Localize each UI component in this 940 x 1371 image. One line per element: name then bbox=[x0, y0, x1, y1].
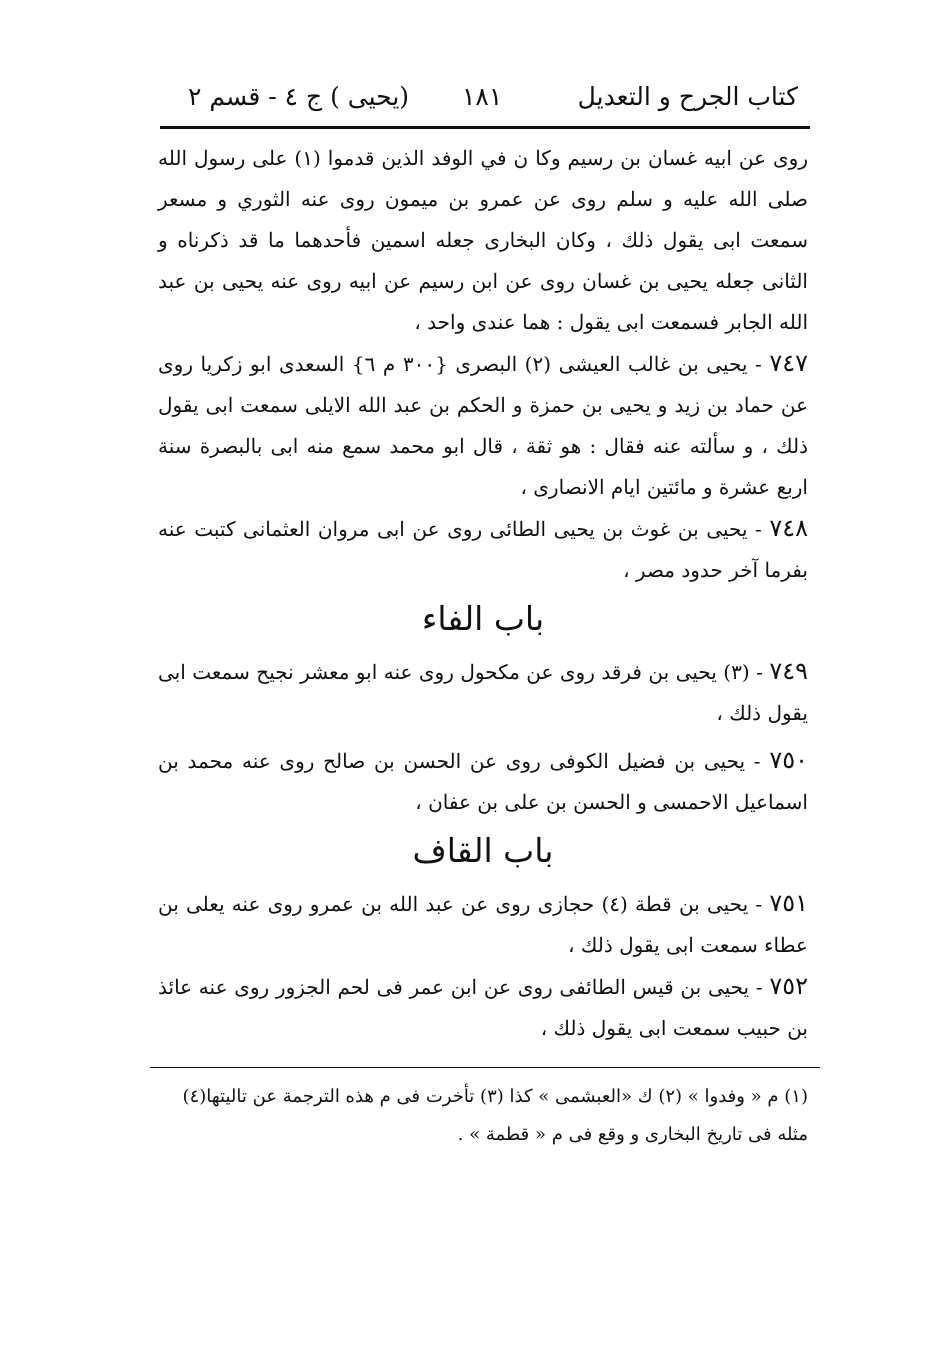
entry-text: يحيى بن فضيل الكوفى روى عن الحسن بن صالح روى عنه محمد بن اسماعيل الاحمسى و الحسن بن على بن عفان ، bbox=[158, 749, 808, 814]
entry-750: ٧٥٠ - يحيى بن فضيل الكوفى روى عن الحسن بن صالح روى عنه محمد بن اسماعيل الاحمسى و الحسن بن على بن عفان ، bbox=[158, 746, 808, 814]
header-rule bbox=[160, 126, 810, 129]
entry-number: ٧٥٢ bbox=[769, 972, 808, 1000]
book-title: كتاب الجرح و التعديل bbox=[577, 82, 798, 111]
entry-text: يحيى بن غالب العيشى (٢) البصرى {٣٠٠ م ٦} السعدى ابو زكريا روى عن حماد بن زيد و يحيى بن حمزة و الحكم بن عبد الله الايلى سمعت ابى يقول ذلك ، و سألته عنه فقال : هو ثقة ، قال ابو محمد سمع منه ابى بالبصرة سنة اربع عشرة و مائتين ايام الانصارى ، bbox=[158, 352, 808, 499]
entry-text: (٣) يحيى بن فرقد روى عن مكحول روى عنه ابو معشر نجيح سمعت ابى يقول ذلك ، bbox=[158, 660, 808, 725]
entry-751: ٧٥١ - يحيى بن قطة (٤) حجازى روى عن عبد الله بن عمرو روى عنه يعلى بن عطاء سمعت ابى يقول ذلك ، bbox=[158, 889, 808, 957]
book-page bbox=[150, 70, 820, 1154]
section-label: (يحيى ) ج ٤ - قسم ٢ bbox=[188, 82, 410, 111]
entry-number: ٧٤٨ bbox=[769, 514, 809, 542]
page-number: ١٨١ bbox=[462, 82, 503, 111]
entries-group-a bbox=[158, 343, 808, 591]
entry-749: ٧٤٩ - (٣) يحيى بن فرقد روى عن مكحول روى عنه ابو معشر نجيح سمعت ابى يقول ذلك ، bbox=[158, 657, 808, 725]
entry-752: ٧٥٢ - يحيى بن قيس الطائفى روى عن ابن عمر فى لحم الجزور روى عنه عائذ بن حبيب سمعت ابى يقول ذلك ، bbox=[158, 972, 808, 1040]
entries-group-b bbox=[158, 651, 808, 823]
entry-number: ٧٤٧ bbox=[769, 349, 809, 377]
continuation-paragraph: روى عن ابيه غسان بن رسيم وكا ن في الوفد الذين قدموا (١) على رسول الله صلى الله عليه و سلم روى عن عمرو بن ميمون روى عنه الثوري و مسعر سمعت ابى يقول ذلك ، وكان البخارى جعله اسمين فأحدهما ما قد ذكرناه و الثانى جعله يحيى بن غسان روى عن ابن رسيم عن ابيه روى عنه يحيى بن عبد الله الجابر فسمعت ابى يقول : هما عندى واحد ، bbox=[158, 146, 809, 334]
running-head bbox=[150, 70, 820, 126]
entry-number: ٧٤٩ bbox=[769, 657, 808, 685]
entry-748: ٧٤٨ - يحيى بن غوث بن يحيى الطائى روى عن ابى مروان العثمانى كتبت عنه بفرما آخر حدود مصر ، bbox=[158, 514, 809, 582]
entry-number: ٧٥٠ bbox=[769, 746, 808, 774]
entry-747: ٧٤٧ - يحيى بن غالب العيشى (٢) البصرى {٣٠٠ م ٦} السعدى ابو زكريا روى عن حماد بن زيد و يحيى بن حمزة و الحكم بن عبد الله الايلى سمعت ابى يقول ذلك ، و سألته عنه فقال : هو ثقة ، قال ابو محمد سمع منه ابى بالبصرة سنة اربع عشرة و مائتين ايام الانصارى ، bbox=[158, 349, 809, 499]
entry-number: ٧٥١ bbox=[769, 889, 808, 917]
chapter-heading-qaf: باب القاف bbox=[412, 831, 554, 870]
entry-text: يحيى بن قيس الطائفى روى عن ابن عمر فى لحم الجزور روى عنه عائذ بن حبيب سمعت ابى يقول ذلك ، bbox=[158, 975, 808, 1040]
chapter-heading-fa: باب الفاء bbox=[421, 599, 545, 638]
footnotes: (١) م « وفدوا » (٢) ك «العبشمى » كذا (٣) تأخرت فى م هذه الترجمة عن تاليتها(٤) مثله فى تاريخ البخارى و وقع فى م « قطمة » . bbox=[182, 1086, 808, 1145]
entry-text: يحيى بن غوث بن يحيى الطائى روى عن ابى مروان العثمانى كتبت عنه بفرما آخر حدود مصر ، bbox=[158, 517, 808, 582]
entries-group-c bbox=[158, 883, 808, 1049]
entry-text: يحيى بن قطة (٤) حجازى روى عن عبد الله بن عمرو روى عنه يعلى بن عطاء سمعت ابى يقول ذلك ، bbox=[158, 892, 808, 957]
page-body bbox=[150, 138, 820, 1049]
